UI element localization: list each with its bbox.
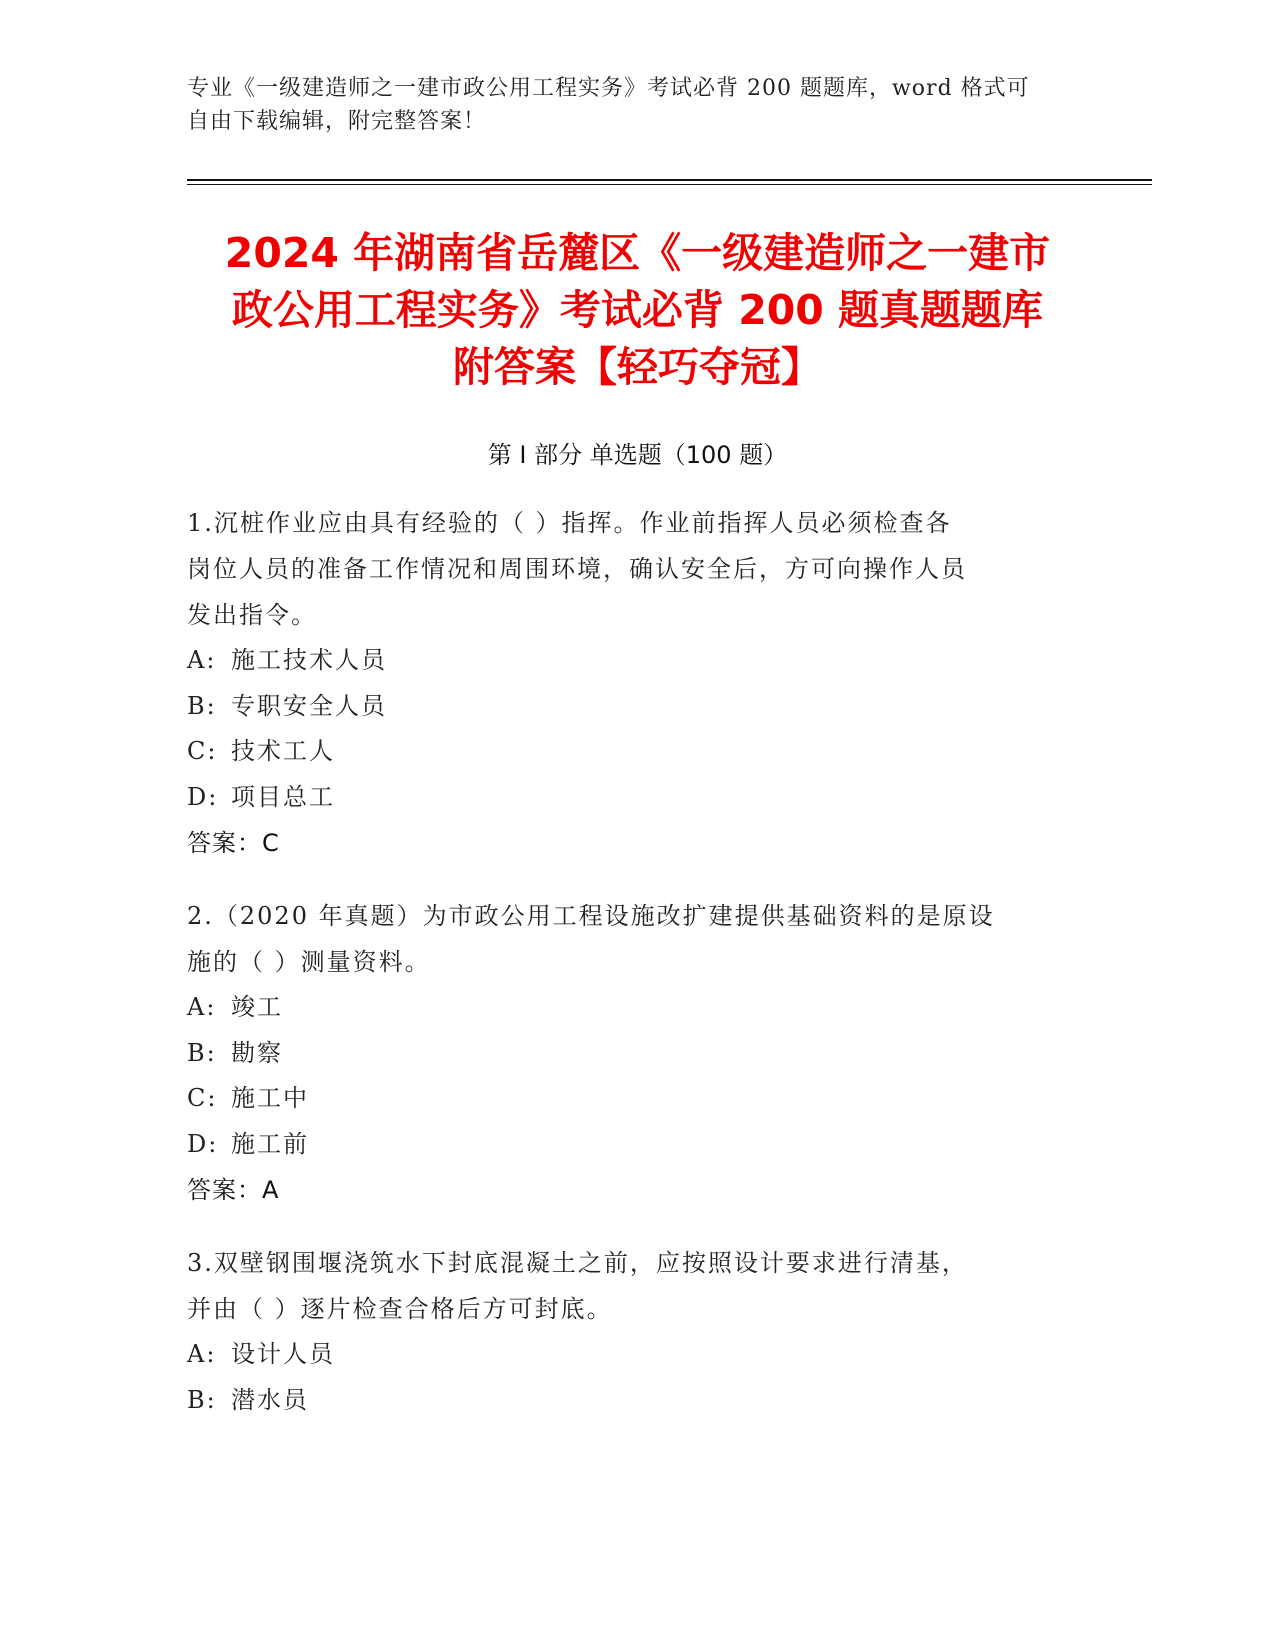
- option-letter: C:: [187, 737, 218, 765]
- answer-line: 答案：A: [187, 1176, 280, 1204]
- option-text: 设计人员: [231, 1340, 335, 1368]
- question-1: [187, 500, 1067, 866]
- option-b: [187, 1378, 1067, 1424]
- question-3: [187, 1240, 1067, 1423]
- option-a: [187, 1332, 1067, 1378]
- option-text: 勘察: [231, 1038, 283, 1067]
- option-letter: A:: [187, 1340, 217, 1368]
- option-text: 施工前: [231, 1129, 309, 1158]
- option-text: 专职安全人员: [231, 691, 387, 720]
- section-heading: 第 I 部分 单选题（100 题）: [487, 441, 788, 469]
- option-letter: D:: [187, 1129, 219, 1158]
- question-stem-line: 1.沉桩作业应由具有经验的（ ）指挥。作业前指挥人员必须检查各: [187, 509, 952, 537]
- option-d: [187, 775, 1067, 821]
- header-note-line: 自由下载编辑，附完整答案！: [187, 109, 487, 134]
- option-text: 技术工人: [231, 737, 335, 765]
- question-stem-line: 3.双壁钢围堰浇筑水下封底混凝土之前，应按照设计要求进行清基，: [187, 1249, 968, 1277]
- question-stem-line: 岗位人员的准备工作情况和周围环境，确认安全后，方可向操作人员: [187, 555, 967, 583]
- header-divider-thick: [187, 179, 1152, 181]
- question-stem-line: 发出指令。: [187, 601, 317, 629]
- option-letter: B:: [187, 1038, 217, 1067]
- option-letter: A:: [187, 993, 217, 1021]
- header-note-line: 专业《一级建造师之一建市政公用工程实务》考试必背 200 题题库，word 格式可: [187, 76, 1030, 101]
- option-text: 竣工: [231, 993, 283, 1021]
- option-b: [187, 1031, 1067, 1077]
- option-a: [187, 985, 1067, 1031]
- option-letter: A:: [187, 646, 217, 674]
- option-d: [187, 1122, 1067, 1168]
- option-c: [187, 729, 1067, 775]
- option-letter: B:: [187, 691, 217, 720]
- option-text: 施工中: [231, 1084, 309, 1112]
- question-stem-line: 施的（ ）测量资料。: [187, 948, 431, 976]
- header-divider-thin: [187, 184, 1152, 185]
- option-letter: C:: [187, 1084, 218, 1112]
- document-title: [170, 225, 1105, 396]
- title-line: 政公用工程实务》考试必背 200 题真题题库: [231, 286, 1044, 334]
- option-text: 潜水员: [231, 1385, 309, 1414]
- option-letter: B:: [187, 1385, 217, 1414]
- question-2: [187, 893, 1067, 1213]
- answer-line: 答案：C: [187, 829, 280, 857]
- title-line: 2024 年湖南省岳麓区《一级建造师之一建市: [224, 229, 1051, 277]
- option-a: [187, 638, 1067, 684]
- option-letter: D:: [187, 782, 219, 811]
- option-text: 施工技术人员: [231, 646, 387, 674]
- title-line: 附答案【轻巧夺冠】: [453, 343, 822, 391]
- option-text: 项目总工: [231, 782, 335, 811]
- header-note: [187, 72, 1067, 138]
- question-stem-line: 2.（2020 年真题）为市政公用工程设施改扩建提供基础资料的是原设: [187, 902, 995, 930]
- option-b: [187, 684, 1067, 730]
- option-c: [187, 1076, 1067, 1122]
- question-stem-line: 并由（ ）逐片检查合格后方可封底。: [187, 1295, 613, 1323]
